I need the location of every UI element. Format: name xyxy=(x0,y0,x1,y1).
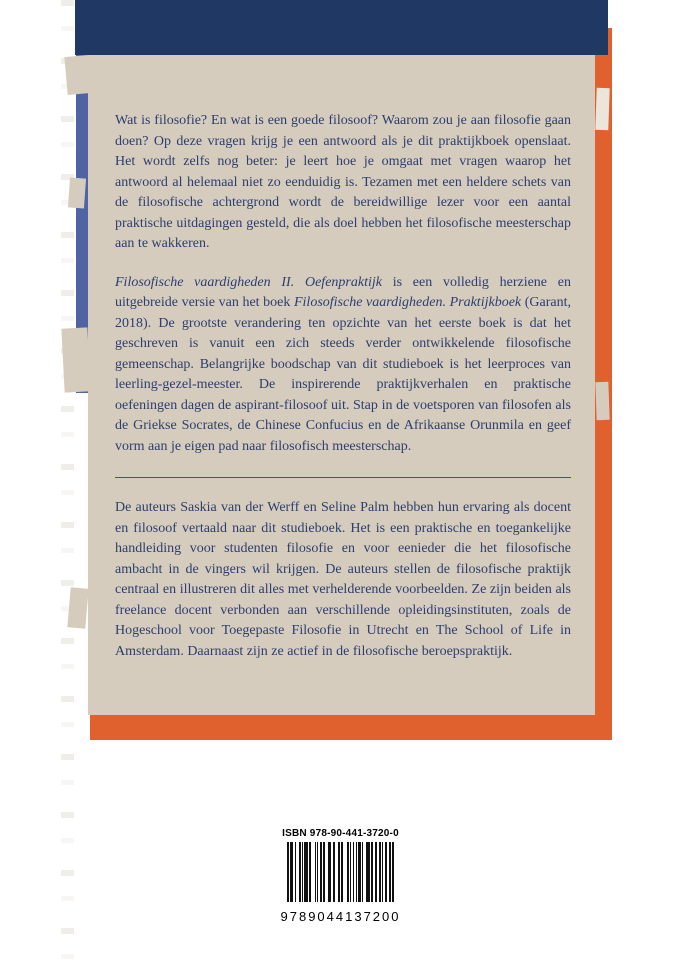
divider-line xyxy=(115,477,571,478)
cover-text-panel xyxy=(88,55,595,715)
paper-scrap xyxy=(67,587,88,628)
paper-scrap xyxy=(68,177,86,208)
barcode-block xyxy=(281,828,401,924)
paragraph-text: is een volledig herziene en uitgebreide versie van het boek xyxy=(115,274,571,310)
authors-paragraph: De auteurs Saskia van der Werff en Seline Palm hebben hun ervaring als docent en filosoof vertaald naar dit studieboek. Het is een praktische en toegankelijke handleiding voor studenten filosofie en voor eenieder die het filosofische ambacht in de vingers wil krijgen. De auteurs stellen de filosofische praktijk centraal en illustreren dit alles met verhelderende voorbeelden. Ze zijn beiden als freelance docent verbonden aan verschillende opleidingsinstituten, zoals de Hogeschool voor Toegepaste Filosofie in Utrecht en The School of Life in Amsterdam. Daarnaast zijn ze actief in de filosofische beroepspraktijk. xyxy=(115,500,571,659)
torn-edge-texture xyxy=(61,0,74,960)
isbn-label: ISBN 978-90-441-3720-0 xyxy=(282,828,399,839)
paragraph-text: (Garant, 2018). De grootste verandering ten opzichte van het eerste boek is dat het geschreven is vanuit een zich steeds verder ontwikkelende filosofische gemeenschap. Belangrijke boodschap van dit studieboek is het leerproces van leerling-gezel-meester. De inspirerende praktijkverhalen en praktische oefeningen dagen de aspirant-filosoof uit. Stap in de voetsporen van filosofen als de Griekse Socrates, de Chinese Confucius en de Afrikaanse Orunmila en geef vorm aan je eigen pad naar filosofisch meesterschap. xyxy=(115,295,571,454)
blurb-paragraph-2 xyxy=(115,273,571,458)
book-title-italic: Filosofische vaardigheden II. Oefenpraktijk xyxy=(115,274,382,290)
paper-scrap xyxy=(595,88,609,130)
book-title-italic: Filosofische vaardigheden. Praktijkboek xyxy=(293,295,522,310)
top-navy-band xyxy=(75,0,608,55)
paper-scrap xyxy=(64,55,91,95)
barcode xyxy=(287,842,394,902)
barcode-bar xyxy=(392,842,394,902)
paper-scrap xyxy=(61,327,90,392)
paper-scrap xyxy=(595,382,609,420)
blurb-paragraph-1: Wat is filosofie? En wat is een goede filosoof? Waarom zou je aan filosofie gaan doen? Op deze vragen krijg je een antwoord als je dit praktijkboek openslaat. Het wordt zelfs nog beter: je leert hoe je omgaat met vragen waarop het antwoord al helemaal niet zo eenduidig is. Tezamen met een heldere schets van de filosofische achtergrond wordt de bereidwillige lezer voor een aantal praktische uitdagingen gesteld, die als doel hebben het filosofische meesterschap aan te wakkeren. xyxy=(115,113,571,251)
barcode-number: 9789044137200 xyxy=(280,909,401,924)
